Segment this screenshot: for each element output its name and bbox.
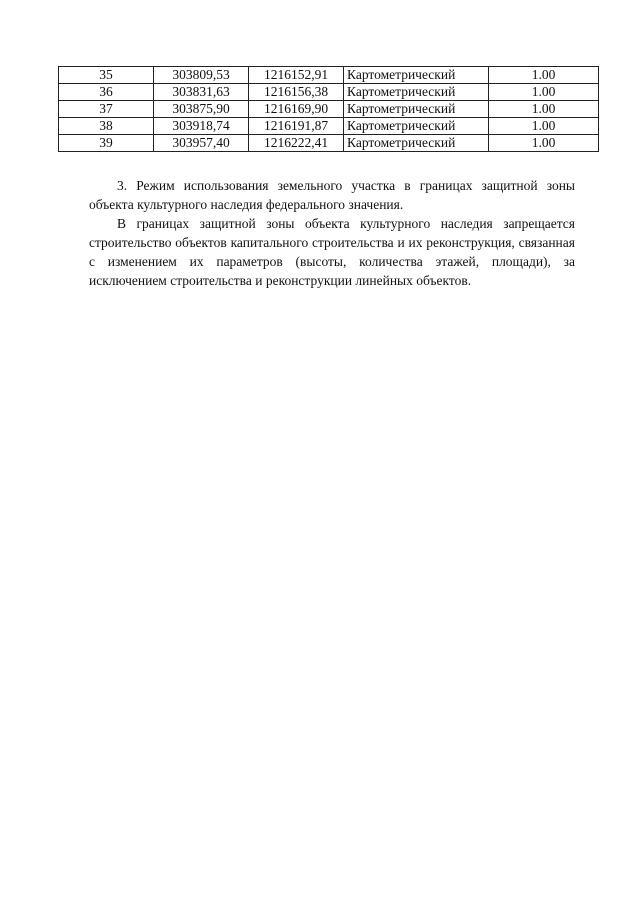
determination-method: Картометрический: [344, 101, 489, 118]
accuracy-value: 1.00: [489, 84, 599, 101]
point-number: 36: [59, 84, 154, 101]
coordinate-y: 1216222,41: [249, 135, 344, 152]
coordinate-x: 303831,63: [154, 84, 249, 101]
paragraph-restrictions: В границах защитной зоны объекта культурного наследия запрещается строительство объектов капитального строительства и их реконструкция, связанная с изменением их параметров (высоты, количества этажей, площади), за исключением строительства и реконструкции линейных объектов.: [89, 216, 575, 288]
point-number: 39: [59, 135, 154, 152]
accuracy-value: 1.00: [489, 67, 599, 84]
coordinate-x: 303957,40: [154, 135, 249, 152]
coordinate-x: 303809,53: [154, 67, 249, 84]
coordinate-x: 303918,74: [154, 118, 249, 135]
coordinate-y: 1216191,87: [249, 118, 344, 135]
coordinate-y: 1216156,38: [249, 84, 344, 101]
body-text: [89, 176, 575, 290]
table-row: [59, 135, 599, 152]
table-row: [59, 67, 599, 84]
paragraph-regime-heading: 3. Режим использования земельного участка в границах защитной зоны объекта культурного наследия федерального значения.: [89, 178, 575, 212]
table-row: [59, 101, 599, 118]
table-row: [59, 84, 599, 101]
accuracy-value: 1.00: [489, 101, 599, 118]
accuracy-value: 1.00: [489, 135, 599, 152]
determination-method: Картометрический: [344, 118, 489, 135]
coordinates-table: [58, 66, 599, 152]
coordinate-y: 1216152,91: [249, 67, 344, 84]
point-number: 37: [59, 101, 154, 118]
coordinate-x: 303875,90: [154, 101, 249, 118]
determination-method: Картометрический: [344, 135, 489, 152]
table-row: [59, 118, 599, 135]
accuracy-value: 1.00: [489, 118, 599, 135]
determination-method: Картометрический: [344, 84, 489, 101]
coordinate-y: 1216169,90: [249, 101, 344, 118]
determination-method: Картометрический: [344, 67, 489, 84]
point-number: 38: [59, 118, 154, 135]
point-number: 35: [59, 67, 154, 84]
